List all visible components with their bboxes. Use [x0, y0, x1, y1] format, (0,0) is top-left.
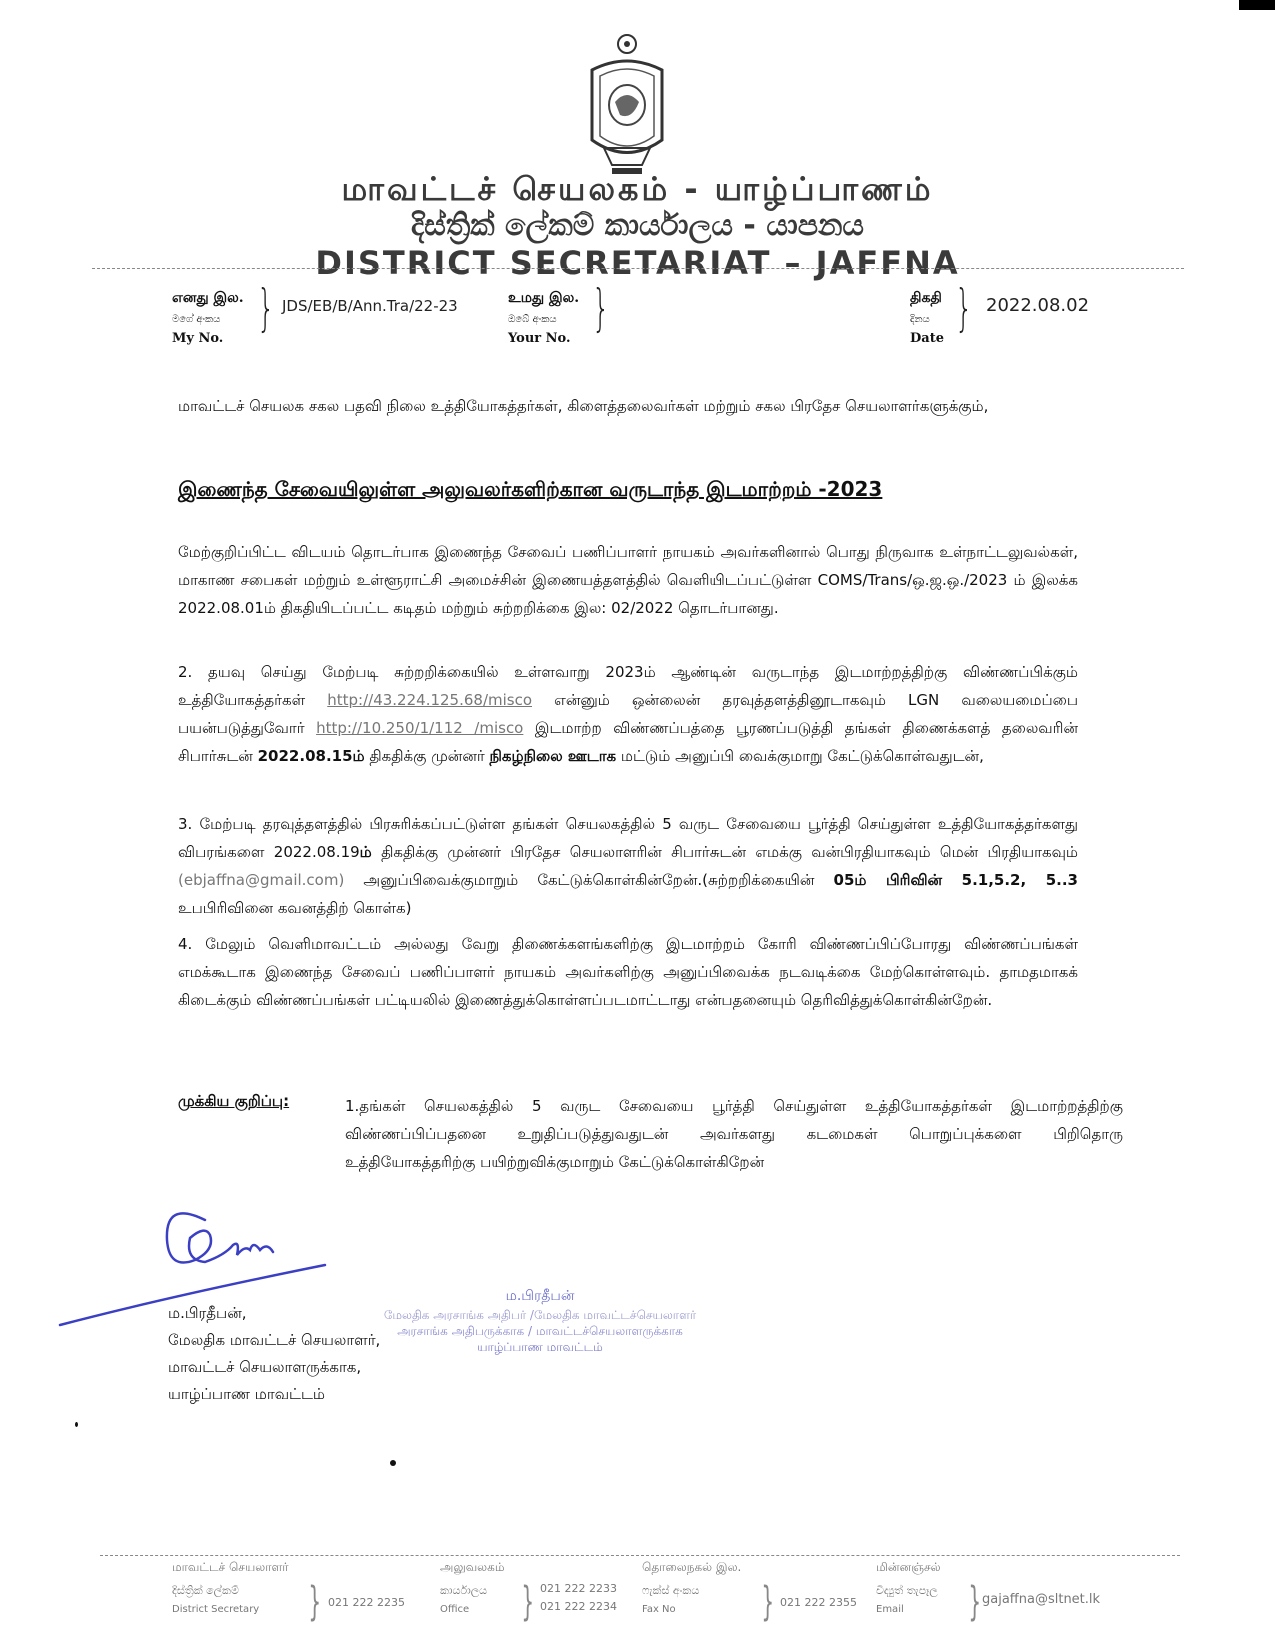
- paragraph-3-bold: ம்: [359, 843, 372, 861]
- paragraph-2-text: 2. தயவு செய்து மேற்படி சுற்றறிக்கையில் உள்ளவாறு 2023ம் ஆண்டின் வருடாந்த இடமாற்றத்திற்கு விண்ணப்பிக்கும் உத்தியோகத்தர்கள்: [178, 663, 1078, 709]
- your-no-label-si: ඔබේ අංකය: [508, 314, 557, 325]
- paragraph-3-text: அனுப்பிவைக்குமாறும் கேட்டுக்கொள்கின்றேன்.(சுற்றறிக்கையின்: [344, 871, 834, 889]
- important-note-text: 1.தங்கள் செயலகத்தில் 5 வருட சேவையை பூர்த்தி செய்துள்ள உத்தியோகத்தர்கள் இடமாற்றத்திற்கு விண்ணப்பிப்பதனை உறுதிப்படுத்துவதுடன் அவர்களது கடமைகள் பொறுப்புக்களை பிறிதொரு உத்தியோகத்தரிற்கு பயிற்றுவிக்குமாறும் கேட்டுக்கொள்கிறேன்: [345, 1097, 1123, 1171]
- footer-label-si: කාර්යාලය: [440, 1584, 488, 1597]
- my-no-label-en: My No.: [172, 331, 224, 346]
- your-no-label-ta: உமது இல.: [508, 290, 580, 306]
- brace: }: [308, 1579, 322, 1625]
- brace: }: [761, 1579, 775, 1625]
- stamp-name: ம.பிரதீபன்: [505, 1288, 575, 1304]
- scan-corner-mark: [1239, 0, 1275, 10]
- footer-label-ta: மாவட்டச் செயலாளர்: [172, 1560, 289, 1574]
- footer-label-en: Email: [876, 1604, 904, 1615]
- date-labels: [910, 290, 944, 346]
- sri-lanka-emblem: [582, 30, 672, 180]
- your-no-labels: [508, 290, 579, 346]
- signatory-title: மேலதிக மாவட்டச் செயலாளர்,: [168, 1331, 381, 1349]
- important-note-label: முக்கிய குறிப்பு:: [178, 1092, 290, 1110]
- paragraph-2-text: இடமாற்ற விண்ணப்பத்தை பூரணப்படுத்தி தங்கள் திணைக்களத் தலைவரின் சிபார்சுடன்: [178, 719, 1078, 765]
- deadline-date: 2022.08.15ம்: [257, 747, 365, 765]
- footer-label-en: Fax No: [642, 1604, 676, 1615]
- paragraph-2-text: திகதிக்கு முன்னர்: [364, 747, 490, 765]
- stamp-title: மேலதிக அரசாங்க அதிபர் /மேலதிக மாவட்டச்செயலாளர்: [383, 1308, 697, 1322]
- paragraph-2-text: என்னும் ஒன்லைன் தரவுத்தளத்தினூடாகவும் LGN வலையமைப்பை பயன்படுத்துவோர்: [178, 691, 1078, 737]
- your-no-label-en: Your No.: [508, 331, 571, 346]
- footer-fax: [642, 1560, 741, 1615]
- footer-label-ta: அலுவலகம்: [440, 1560, 505, 1574]
- date-label-en: Date: [910, 331, 944, 346]
- paragraph-1: மேற்குறிப்பிட்ட விடயம் தொடர்பாக இணைந்த சேவைப் பணிப்பாளர் நாயகம் அவர்களினால் பொது நிருவாக உள்நாட்டலுவல்கள், மாகாண சபைகள் மற்றும் உள்ளூராட்சி அமைச்சின் இணையத்தளத்தில் வெளியிடப்பட்டுள்ள COMS/Trans/ஒ.ஜ.ஒ./2023 ம் இலக்க 2022.08.01ம் திகதியிடப்பட்ட கடிதம் மற்றும் சுற்றறிக்கை இல: 02/2022 தொடர்பானது.: [178, 543, 1078, 617]
- header-title-english: DISTRICT SECRETARIAT – JAFFNA: [315, 244, 960, 282]
- email-link[interactable]: (ebjaffna@gmail.com): [178, 871, 345, 889]
- circular-section-ref: 05ம் பிரிவின் 5.1,5.2, 5..3: [833, 871, 1078, 889]
- brace: }: [968, 1579, 982, 1625]
- stamp-on-behalf: அரசாங்க அதிபருக்காக / மாவட்டச்செயலாளருக்காக: [397, 1324, 683, 1338]
- scan-speck: [75, 1422, 78, 1427]
- salutation: மாவட்டச் செயலக சகல பதவி நிலை உத்தியோகத்தர்கள், கிளைத்தலைவர்கள் மற்றும் சகல பிரதேச செயலாளர்களுக்கும்,: [178, 397, 989, 415]
- official-stamp: [340, 1288, 740, 1356]
- misco-link-lgn[interactable]: http://10.250/1/112 /misco: [316, 719, 524, 737]
- header-title-sinhala: දිස්ත්‍රික් ලේකම් කාර්යාලය - යාපනය: [410, 208, 865, 243]
- footer-label-si: ෆැක්ස් අංකය: [642, 1584, 700, 1597]
- footer-label-ta: மின்னஞ்சல்: [876, 1560, 941, 1574]
- footer-label-si: විද්‍යුත් තැපෑල: [876, 1584, 938, 1597]
- date-label-ta: திகதி: [910, 290, 942, 306]
- stamp-district: யாழ்ப்பாண மாவட்டம்: [477, 1340, 603, 1354]
- brace: }: [955, 279, 973, 337]
- footer-phone-office-2: 021 222 2234: [540, 1600, 617, 1613]
- my-no-label-ta: எனது இல.: [172, 290, 244, 306]
- my-no-label-si: මගේ අංකය: [172, 314, 221, 325]
- footer-label-en: Office: [440, 1604, 470, 1615]
- footer-district-secretary: [172, 1560, 289, 1615]
- paragraph-4: 4. மேலும் வெளிமாவட்டம் அல்லது வேறு திணைக்களங்களிற்கு இடமாற்றம் கோரி விண்ணப்பிப்போரது விண்ணப்பங்கள் எமக்கூடாக இணைந்த சேவைப் பணிப்பாளர் நாயகம் அவர்களிற்கு அனுப்பிவைக்க நடவடிக்கை மேற்கொள்ளவும். தாமதமாகக் கிடைக்கும் விண்ணப்பங்கள் பட்டியலில் இணைத்துக்கொள்ளப்படமாட்டாது என்பதனையும் தெரிவித்துக்கொள்கின்றேன்.: [178, 935, 1078, 1009]
- paragraph-3-text: திகதிக்கு முன்னர் பிரதேச செயலாளரின் சிபார்சுடன் எமக்கு வன்பிரதியாகவும் மென் பிரதியாகவும்: [371, 843, 1078, 861]
- paragraph-3-text: 3. மேற்படி தரவுத்தளத்தில் பிரசுரிக்கப்பட்டுள்ள தங்கள் செயலகத்தில் 5 வருட சேவையை பூர்த்தி செய்துள்ள உத்தியோகத்தர்களது விபரங்களை 2022.08.19: [178, 815, 1078, 861]
- paragraph-2: [178, 658, 1078, 770]
- footer-fax-number: 021 222 2355: [780, 1596, 857, 1609]
- signatory-on-behalf: மாவட்டச் செயலாளருக்காக,: [168, 1358, 362, 1376]
- header-rule: [92, 268, 1184, 269]
- footer-phone-office-1: 021 222 2233: [540, 1582, 617, 1595]
- footer-label-si: දිස්ත්‍රික් ලේකම්: [172, 1584, 239, 1597]
- signatory-district: யாழ்ப்பாண மாவட்டம்: [168, 1385, 325, 1403]
- scan-speck: [390, 1460, 396, 1466]
- date-label-si: දිනය: [910, 314, 930, 325]
- online-only-emphasis: நிகழ்நிலை ஊடாக: [489, 747, 617, 765]
- my-no-value: JDS/EB/B/Ann.Tra/22-23: [282, 297, 458, 315]
- my-no-labels: [172, 290, 244, 346]
- footer-office: [440, 1560, 504, 1615]
- misco-link-public[interactable]: http://43.224.125.68/misco: [327, 691, 533, 709]
- paragraph-3-text: உபபிரிவினை கவனத்திற் கொள்க): [178, 899, 412, 917]
- footer-rule: [100, 1555, 1180, 1556]
- footer-label-ta: தொலைநகல் இல.: [642, 1560, 742, 1574]
- brace: }: [521, 1579, 535, 1625]
- footer-email-address[interactable]: gajaffna@sltnet.lk: [982, 1592, 1101, 1607]
- paragraph-2-text: மட்டும் அனுப்பி வைக்குமாறு கேட்டுக்கொள்வதுடன்,: [616, 747, 984, 765]
- date-value: 2022.08.02: [986, 295, 1090, 316]
- header-title-tamil: மாவட்டச் செயலகம் - யாழ்ப்பாணம்: [341, 170, 934, 208]
- footer-label-en: District Secretary: [172, 1604, 260, 1615]
- subject-heading: இணைந்த சேவையிலுள்ள அலுவலர்களிற்கான வருடாந்த இடமாற்றம் -2023: [178, 477, 883, 501]
- brace: }: [592, 279, 610, 337]
- brace: }: [257, 279, 275, 337]
- paragraph-3: [178, 810, 1078, 922]
- footer-phone-ds: 021 222 2235: [328, 1596, 405, 1609]
- footer-email: [876, 1560, 941, 1615]
- signatory-name: ம.பிரதீபன்,: [168, 1304, 247, 1322]
